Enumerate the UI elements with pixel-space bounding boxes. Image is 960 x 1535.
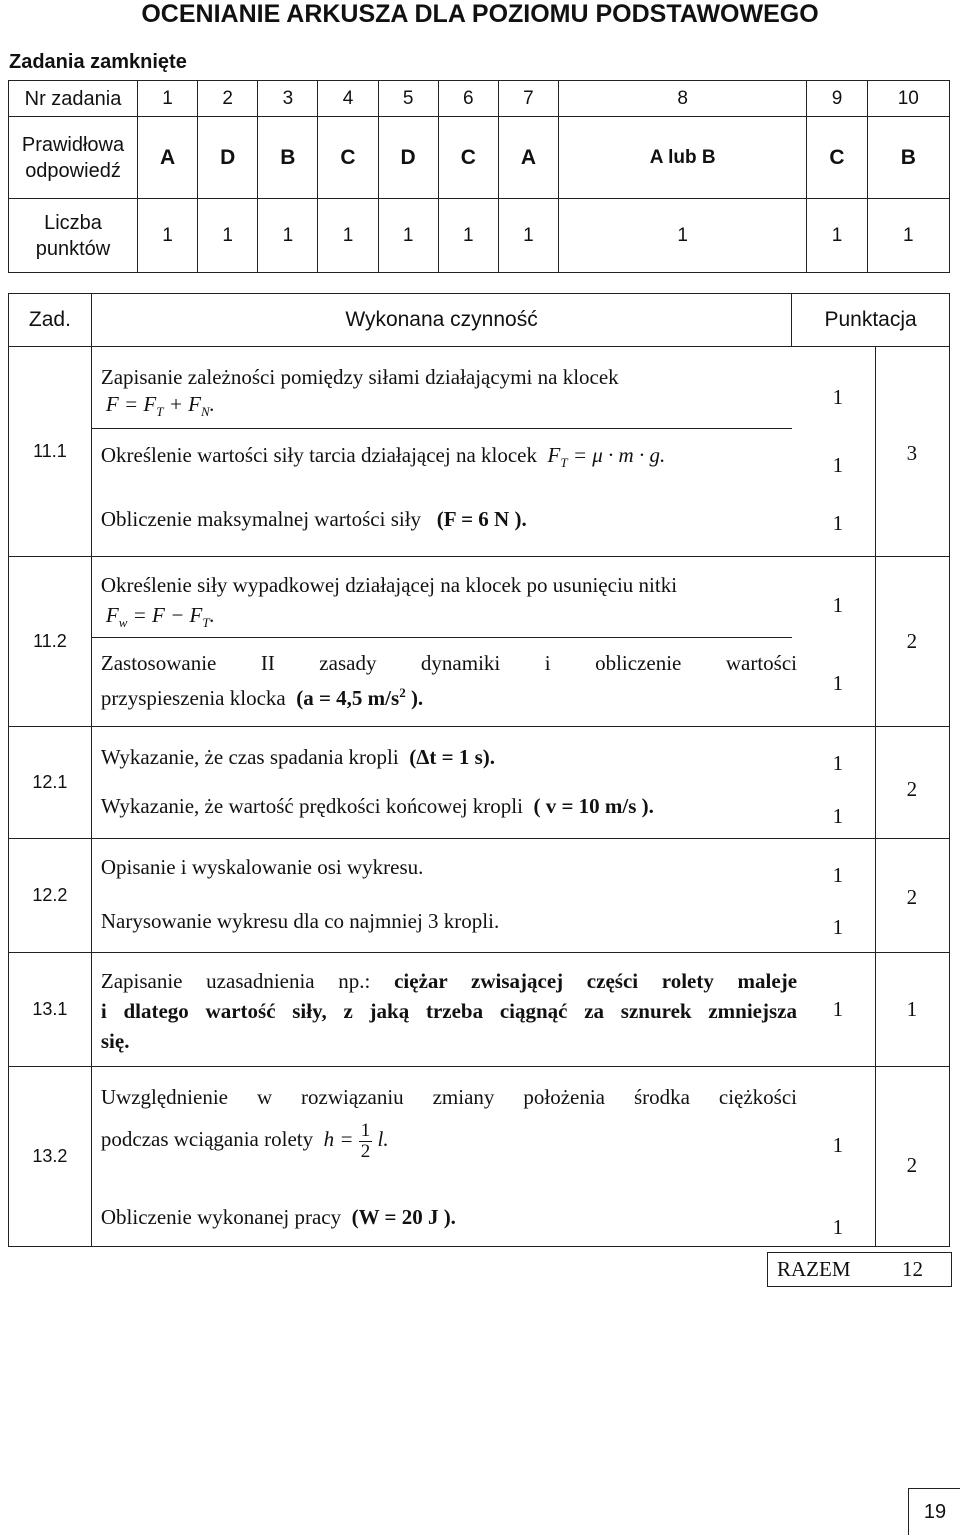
criterion-points: 1 — [832, 804, 844, 828]
task-number: 13.1 — [9, 953, 92, 1067]
answer: D — [378, 117, 438, 199]
task-total: 2 — [906, 777, 918, 801]
points-divider — [875, 953, 876, 1066]
task-row-13-2 — [9, 1067, 950, 1247]
criterion-text — [101, 441, 665, 477]
criterion-points: 1 — [832, 453, 844, 477]
result — [296, 686, 423, 710]
justification: ciężar zwisającej części rolety maleje — [394, 969, 798, 993]
fraction-denominator: 2 — [360, 1140, 371, 1162]
criterion-text: Zapisanie zależności pomiędzy siłami działającymi na klocek — [100, 365, 619, 389]
fraction-numerator: 1 — [360, 1119, 371, 1141]
points: 1 — [258, 199, 318, 273]
result-part: (a = 4,5 m/s — [296, 686, 400, 710]
criterion-text — [101, 505, 527, 533]
points-row — [9, 199, 950, 273]
criterion-label: Obliczenie maksymalnej wartości siły — [100, 507, 422, 531]
task-number: 7 — [498, 81, 558, 117]
row-divider — [92, 637, 792, 638]
task-total: 1 — [906, 997, 918, 1021]
points-divider — [875, 1067, 876, 1246]
task-content — [91, 727, 949, 839]
result-sup: 2 — [399, 685, 406, 700]
closed-tasks-table — [8, 80, 950, 273]
closed-tasks-heading: Zadania zamknięte — [9, 51, 187, 73]
total-value: 12 — [902, 1257, 923, 1281]
justification: się. — [100, 1029, 130, 1053]
task-number: 3 — [258, 81, 318, 117]
task-row-13-1 — [9, 953, 950, 1067]
task-number: 11.2 — [9, 557, 92, 727]
fraction — [359, 1121, 373, 1162]
criterion-points: 1 — [832, 915, 844, 939]
task-total: 2 — [906, 885, 918, 909]
formula-sub: T — [202, 615, 210, 631]
header-task: Zad. — [9, 294, 92, 347]
task-number: 2 — [198, 81, 258, 117]
points: 1 — [198, 199, 258, 273]
formula-sub: T — [156, 404, 164, 420]
criterion-points: 1 — [832, 1215, 844, 1239]
criterion-label: podczas wciągania rolety — [100, 1127, 314, 1151]
task-number: 11.1 — [9, 347, 92, 557]
criterion-points: 1 — [832, 997, 844, 1021]
task-total: 3 — [906, 441, 918, 465]
criterion-text: Określenie siły wypadkowej działającej na klocek po usunięciu nitki — [100, 573, 678, 597]
answer: A lub B — [558, 117, 806, 199]
formula-part: = F − F — [127, 603, 203, 627]
points: 1 — [438, 199, 498, 273]
total-label: RAZEM — [777, 1257, 851, 1281]
open-tasks-table — [8, 293, 950, 1247]
header-action: Wykonana czynność — [91, 294, 791, 347]
points: 1 — [318, 199, 378, 273]
formula-part: h = — [323, 1127, 354, 1151]
formula-part: . — [209, 392, 215, 416]
result: (F = 6 N ). — [436, 507, 527, 531]
result: (W = 20 J ). — [351, 1205, 456, 1229]
criterion-points: 1 — [832, 751, 844, 775]
task-content — [91, 347, 949, 557]
answer: B — [867, 117, 949, 199]
task-number: 12.1 — [9, 727, 92, 839]
points-divider — [875, 727, 876, 838]
criterion-points: 1 — [832, 863, 844, 887]
answer: C — [438, 117, 498, 199]
points-divider — [875, 839, 876, 952]
formula-part: . — [209, 603, 215, 627]
criterion-points: 1 — [832, 385, 844, 409]
task-number: 6 — [438, 81, 498, 117]
row-label: Prawidłowa odpowiedź — [9, 117, 138, 199]
formula-part: l. — [377, 1127, 389, 1151]
task-total: 2 — [906, 1153, 918, 1177]
points: 1 — [867, 199, 949, 273]
points: 1 — [558, 199, 806, 273]
task-total: 2 — [906, 629, 918, 653]
answer: C — [318, 117, 378, 199]
total-box — [767, 1252, 952, 1287]
page-number: 19 — [908, 1488, 960, 1535]
criterion-text: Narysowanie wykresu dla co najmniej 3 kropli. — [100, 909, 500, 933]
criterion-text: Opisanie i wyskalowanie osi wykresu. — [100, 855, 424, 879]
task-number: 12.2 — [9, 839, 92, 953]
criterion-text: Zastosowanie II zasady dynamiki i obliczenie wartości — [100, 651, 797, 675]
task-number: 1 — [138, 81, 198, 117]
task-row-11-1 — [9, 347, 950, 557]
criterion-label: Wykazanie, że czas spadania kropli — [100, 745, 399, 769]
task-row-11-2 — [9, 557, 950, 727]
task-number: 4 — [318, 81, 378, 117]
row-divider — [92, 428, 792, 429]
criterion-text — [101, 679, 423, 712]
task-number: 5 — [378, 81, 438, 117]
task-row-12-1 — [9, 727, 950, 839]
criterion-label: przyspieszenia klocka — [100, 686, 286, 710]
task-number: 8 — [558, 81, 806, 117]
formula-sub: T — [560, 455, 568, 471]
formula-sub: N — [200, 404, 210, 420]
formula-part: = μ · m · g. — [567, 443, 666, 467]
criterion-text — [101, 1203, 456, 1231]
result: (Δt = 1 s). — [409, 745, 496, 769]
answer: D — [198, 117, 258, 199]
task-row-12-2 — [9, 839, 950, 953]
points: 1 — [807, 199, 867, 273]
task-number: 13.2 — [9, 1067, 92, 1247]
criterion-text — [101, 1117, 389, 1162]
task-content — [91, 1067, 949, 1247]
formula-part: F — [105, 603, 119, 627]
table-header-row — [9, 294, 950, 347]
criterion-label: Określenie wartości siły tarcia działającej na klocek — [100, 443, 538, 467]
points-divider — [875, 347, 876, 556]
formula — [106, 390, 797, 426]
result: ( v = 10 m/s ). — [533, 794, 654, 818]
task-content — [91, 839, 949, 953]
criterion-points: 1 — [832, 671, 844, 695]
criterion-text — [101, 967, 797, 995]
answer: A — [498, 117, 558, 199]
row-label: Liczba punktów — [9, 199, 138, 273]
criterion-points: 1 — [832, 1133, 844, 1157]
formula — [106, 601, 797, 637]
task-number: 9 — [807, 81, 867, 117]
points: 1 — [138, 199, 198, 273]
points-divider — [875, 557, 876, 726]
criterion-points: 1 — [832, 593, 844, 617]
criterion-label: Obliczenie wykonanej pracy — [100, 1205, 342, 1229]
criterion-text — [101, 743, 495, 771]
criterion-label: Zapisanie uzasadnienia np.: — [100, 969, 371, 993]
criterion-text — [101, 792, 654, 820]
points: 1 — [498, 199, 558, 273]
answer: C — [807, 117, 867, 199]
result-part: ). — [405, 686, 424, 710]
task-content — [91, 953, 949, 1067]
formula-sub: w — [118, 615, 128, 631]
task-number: 10 — [867, 81, 949, 117]
formula-part: F = F — [105, 392, 157, 416]
criterion-points: 1 — [832, 511, 844, 535]
criterion-label: Wykazanie, że wartość prędkości końcowej kropli — [100, 794, 523, 818]
row-label: Nr zadania — [9, 81, 138, 117]
formula-part: + F — [163, 392, 201, 416]
answer: B — [258, 117, 318, 199]
justification: i dlatego wartość siły, z jaką trzeba ciągnąć za sznurek zmniejsza — [100, 999, 797, 1023]
header-points: Punktacja — [792, 294, 950, 347]
criterion-text: Uwzględnienie w rozwiązaniu zmiany położenia środka ciężkości — [100, 1085, 797, 1109]
task-numbers-row — [9, 81, 950, 117]
answers-row — [9, 117, 950, 199]
page-title: OCENIANIE ARKUSZA DLA POZIOMU PODSTAWOWEGO — [141, 0, 819, 28]
points: 1 — [378, 199, 438, 273]
formula-part: F — [547, 443, 561, 467]
answer: A — [138, 117, 198, 199]
task-content — [91, 557, 949, 727]
